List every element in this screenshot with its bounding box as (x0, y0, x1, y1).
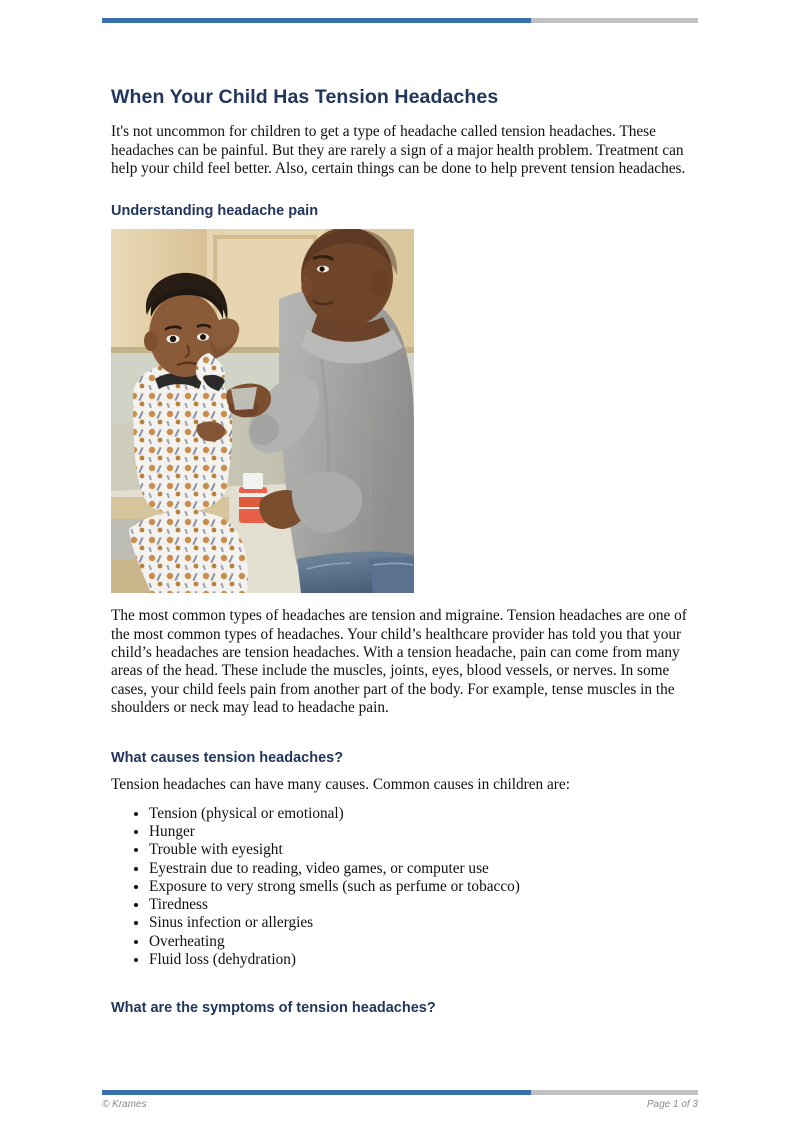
list-item: • Trouble with eyesight (149, 841, 691, 859)
causes-list (111, 805, 691, 970)
list-item: • Eyestrain due to reading, video games, or computer use (149, 860, 691, 878)
page-footer (102, 1099, 698, 1110)
causes-intro-paragraph: Tension headaches can have many causes. Common causes in children are: (111, 776, 570, 794)
footer-page-number: Page 1 of 3 (646, 1099, 698, 1110)
section-heading-causes: What causes tension headaches? (111, 750, 344, 767)
top-progress-rule (102, 18, 698, 23)
footer-copyright: © Krames (102, 1099, 147, 1110)
list-item: • Fluid loss (dehydration) (149, 951, 691, 969)
list-item: • Hunger (149, 823, 691, 841)
section-heading-symptoms: What are the symptoms of tension headaches? (111, 1000, 436, 1017)
document-content (111, 86, 691, 1026)
photo-artwork (111, 229, 414, 593)
top-progress-fill (102, 18, 531, 23)
bottom-progress-fill (102, 1090, 531, 1095)
parent-giving-child-medicine-photo (111, 229, 414, 593)
intro-paragraph: It's not uncommon for children to get a type of headache called tension headaches. These headaches can be painful. But they are rarely a sign of a major health problem. Treatment can help your child feel better. Also, certain things can be done to help prevent tension headaches. (111, 123, 686, 177)
list-item: • Tension (physical or emotional) (149, 805, 691, 823)
list-item: • Overheating (149, 933, 691, 951)
page-title: When Your Child Has Tension Headaches (111, 86, 499, 108)
list-item: • Tiredness (149, 896, 691, 914)
list-item: • Exposure to very strong smells (such as perfume or tobacco) (149, 878, 691, 896)
section-heading-understanding: Understanding headache pain (111, 203, 319, 220)
list-item: • Sinus infection or allergies (149, 914, 691, 932)
understanding-paragraph: The most common types of headaches are tension and migraine. Tension headaches are one of the most common types of headaches. Your child’s healthcare provider has told you that your child’s headaches are tension headaches. With a tension headache, pain can come from many areas of the head. These include the muscles, joints, eyes, blood vessels, or nerves. In some cases, your child feels pain from another part of the body. For example, tense muscles in the shoulders or neck may lead to headache pain. (111, 607, 687, 716)
bottom-progress-rule (102, 1090, 698, 1095)
